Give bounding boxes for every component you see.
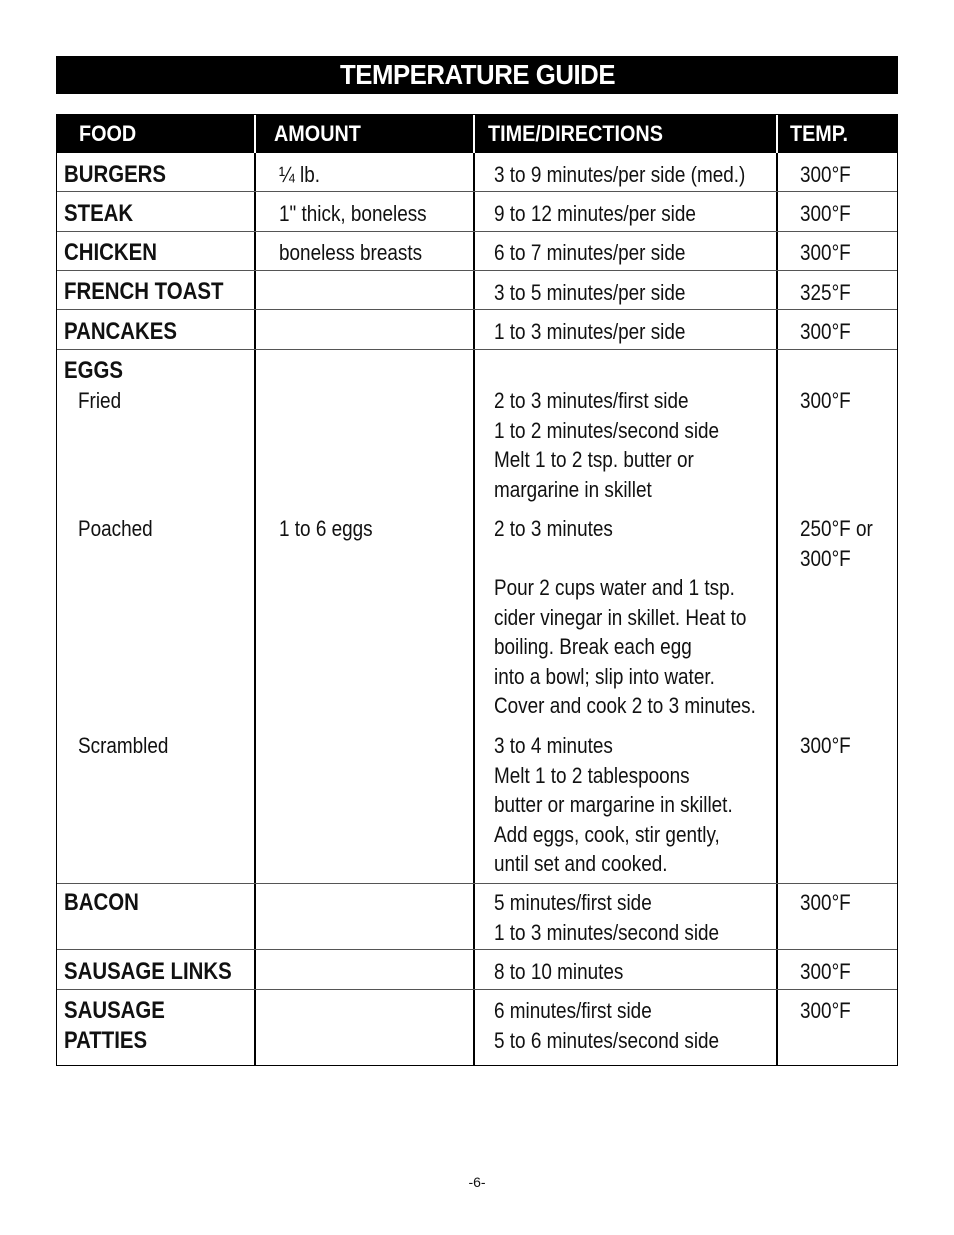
header-food: FOOD (79, 115, 249, 153)
header-amount: AMOUNT (274, 115, 474, 153)
time-french-toast: 3 to 5 minutes/per side (494, 280, 686, 305)
row-divider (57, 309, 897, 310)
temp-french-toast: 325°F (800, 280, 851, 305)
amount-eggs: 1 to 6 eggs (279, 516, 373, 541)
header-divider (473, 115, 475, 153)
time-burgers: 3 to 9 minutes/per side (med.) (494, 162, 746, 187)
page-number: -6- (468, 1174, 486, 1190)
eggs-fried-label: Fried (78, 388, 122, 413)
header-divider (254, 115, 256, 153)
header-divider (776, 115, 778, 153)
temperature-table (56, 114, 898, 1066)
food-chicken: CHICKEN (64, 239, 157, 266)
food-sausage-links: SAUSAGE LINKS (64, 958, 232, 985)
page-title: TEMPERATURE GUIDE (339, 59, 615, 90)
time-steak: 9 to 12 minutes/per side (494, 201, 696, 226)
temp-chicken: 300°F (800, 240, 851, 265)
temp-eggs-scrambled: 300°F (800, 733, 851, 758)
row-divider (57, 231, 897, 232)
header-time: TIME/DIRECTIONS (488, 115, 768, 153)
temp-burgers: 300°F (800, 162, 851, 187)
row-divider (57, 989, 897, 990)
time-sausage-links: 8 to 10 minutes (494, 959, 624, 984)
temp-sausage-patties: 300°F (800, 998, 851, 1023)
time-pancakes: 1 to 3 minutes/per side (494, 319, 686, 344)
time-eggs-poached: 2 to 3 minutes (494, 516, 613, 541)
row-divider (57, 883, 897, 884)
directions-eggs-poached: Pour 2 cups water and 1 tsp. cider vinegar in skillet. Heat to boiling. Break each egg into a bowl; slip into water. Cover and cook 2 to 3 minutes. (494, 575, 756, 718)
row-divider (57, 349, 897, 350)
column-divider (254, 153, 256, 1065)
time-chicken: 6 to 7 minutes/per side (494, 240, 686, 265)
food-bacon: BACON (64, 889, 139, 916)
temp-eggs-poached: 250°F or 300°F (800, 516, 873, 571)
page-title-bar (56, 56, 898, 94)
time-bacon: 5 minutes/first side 1 to 3 minutes/second side (494, 890, 720, 945)
time-eggs-fried: 2 to 3 minutes/first side 1 to 2 minutes/second side Melt 1 to 2 tsp. butter or margarine in skillet (494, 388, 720, 502)
row-divider (57, 270, 897, 271)
food-steak: STEAK (64, 200, 134, 227)
food-french-toast: FRENCH TOAST (64, 278, 224, 305)
row-divider (57, 191, 897, 192)
food-sausage-patties: SAUSAGE PATTIES (64, 997, 165, 1054)
row-divider (57, 949, 897, 950)
temp-bacon: 300°F (800, 890, 851, 915)
amount-burgers: ¼ lb. (279, 162, 321, 187)
temp-eggs-fried: 300°F (800, 388, 851, 413)
time-sausage-patties: 6 minutes/first side 5 to 6 minutes/second side (494, 998, 720, 1053)
food-pancakes: PANCAKES (64, 318, 177, 345)
eggs-poached-label: Poached (78, 516, 153, 541)
temp-sausage-links: 300°F (800, 959, 851, 984)
amount-chicken: boneless breasts (279, 240, 423, 265)
amount-steak: 1" thick, boneless (279, 201, 427, 226)
temp-steak: 300°F (800, 201, 851, 226)
temp-pancakes: 300°F (800, 319, 851, 344)
time-eggs-scrambled: 3 to 4 minutes Melt 1 to 2 tablespoons butter or margarine in skillet. Add eggs, cook, stir gently, until set and cooked. (494, 733, 733, 876)
food-burgers: BURGERS (64, 161, 167, 188)
food-eggs: EGGS (64, 357, 123, 384)
column-divider (473, 153, 475, 1065)
header-temp: TEMP. (790, 115, 890, 153)
eggs-scrambled-label: Scrambled (78, 733, 169, 758)
